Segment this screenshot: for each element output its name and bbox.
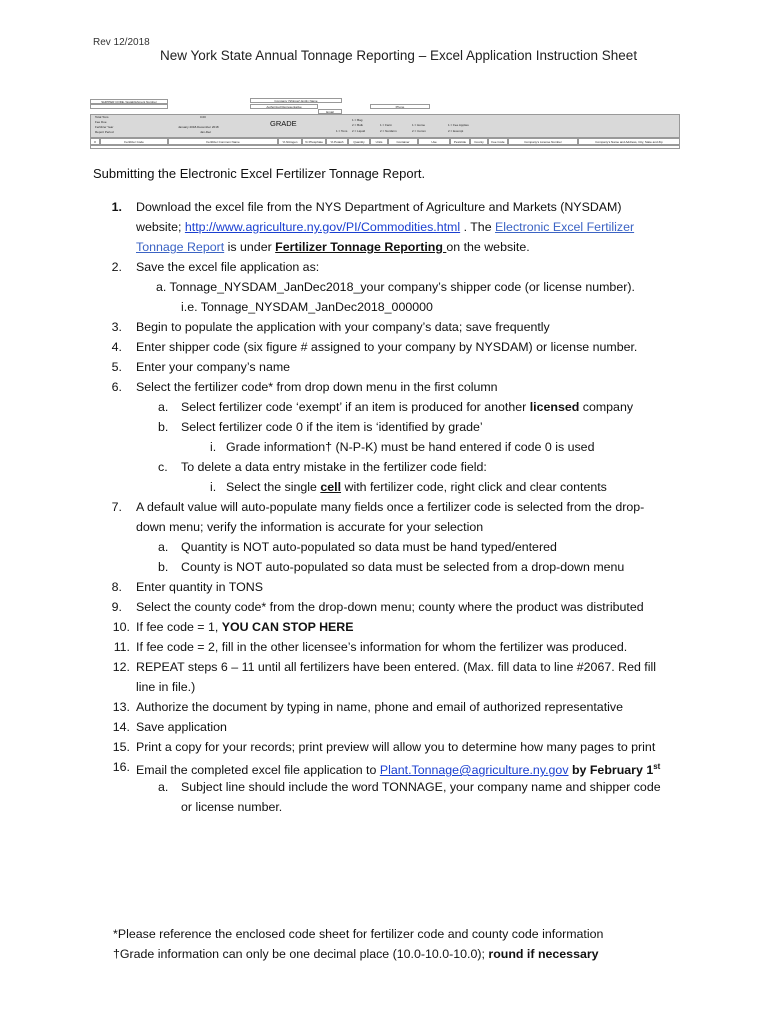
revision-date: Rev 12/2018 bbox=[93, 37, 150, 48]
fertilizer-year-value: January 2018-December 2018 bbox=[178, 125, 219, 129]
licensed-emphasis: licensed bbox=[529, 400, 580, 414]
email-label: Email bbox=[318, 109, 342, 114]
step-14: Save application bbox=[136, 720, 227, 734]
step-8: Enter quantity in TONS bbox=[136, 580, 263, 594]
tonnage-report-link[interactable]: Electronic Excel Fertilizer bbox=[495, 220, 635, 234]
step-number: 3. bbox=[111, 320, 122, 334]
step-6c-i bbox=[226, 479, 607, 495]
column-header: % Nitrogen bbox=[278, 138, 302, 145]
shipper-code-label: SHIPPER CODE / Establishment Number bbox=[90, 99, 168, 104]
code-tons: 1 = Tons bbox=[336, 129, 348, 133]
step-4: Enter shipper code (six figure # assigned to your company by NYSDAM) or license number. bbox=[136, 340, 638, 354]
step-16 bbox=[136, 759, 660, 778]
sub-letter: c. bbox=[158, 460, 168, 474]
empty-row bbox=[90, 145, 680, 149]
step-number: 13. bbox=[112, 700, 130, 714]
step-number: 12. bbox=[112, 660, 130, 674]
deadline-superscript: st bbox=[653, 762, 661, 771]
step-3: Begin to populate the application with your company’s data; save frequently bbox=[136, 320, 550, 334]
step-1-line-3 bbox=[136, 239, 530, 255]
column-header: County bbox=[470, 138, 488, 145]
sub-letter: a. bbox=[158, 400, 169, 414]
report-period-value: Jan-Dec bbox=[200, 130, 212, 134]
footnote-grade-text: †Grade information can only be one decimal place (10.0-10.0-10.0); bbox=[113, 947, 489, 961]
step-number: 14. bbox=[112, 720, 130, 734]
step-number: 10. bbox=[112, 620, 130, 634]
code-nonfarm: 2 = Nonfarm bbox=[380, 129, 397, 133]
step-6b: Select fertilizer code 0 if the item is ‘identified by grade’ bbox=[181, 420, 483, 434]
step-1-text: website; bbox=[136, 220, 185, 234]
total-tons-label: Total Tons bbox=[95, 115, 109, 119]
email-link[interactable]: Plant.Tonnage@agriculture.ny.gov bbox=[379, 763, 569, 778]
page-title: New York State Annual Tonnage Reporting – Excel Application Instruction Sheet bbox=[160, 48, 638, 63]
step-5: Enter your company’s name bbox=[136, 360, 291, 374]
step-number: 15. bbox=[112, 740, 130, 754]
step-number: 7. bbox=[111, 500, 122, 514]
step-2: Save the excel file application as: bbox=[136, 260, 320, 274]
footnote-grade bbox=[113, 946, 599, 962]
code-home: 1 = Home bbox=[412, 123, 426, 127]
step-7a: Quantity is NOT auto-populated so data must be hand typed/entered bbox=[181, 540, 557, 554]
stop-here-emphasis: YOU CAN STOP HERE bbox=[221, 620, 354, 634]
step-6c-i-text: with fertilizer code, right click and clear contents bbox=[341, 480, 607, 494]
column-header: Quantity bbox=[348, 138, 370, 145]
grade-label: GRADE bbox=[270, 119, 297, 128]
step-number: 16. bbox=[112, 760, 130, 774]
step-number: 5. bbox=[111, 360, 122, 374]
step-16-text: Email the completed excel file application to bbox=[136, 763, 380, 778]
step-6b-i: Grade information† (N-P-K) must be hand entered if code 0 is used bbox=[226, 440, 595, 454]
column-header: Fertilizer Common Name bbox=[168, 138, 278, 145]
step-16a-line-1: Subject line should include the word TONNAGE, your company name and shipper code bbox=[181, 780, 661, 794]
fee-due-label: Fee Due bbox=[95, 120, 107, 124]
report-period-label: Report Period bbox=[95, 130, 114, 134]
deadline-emphasis: by February 1 bbox=[568, 763, 654, 778]
step-number: 1. bbox=[111, 200, 122, 214]
step-number: 4. bbox=[111, 340, 122, 354]
round-emphasis: round if necessary bbox=[488, 947, 599, 961]
company-label: Company (Shipper) Entity Name bbox=[250, 98, 342, 103]
column-header: % Phosphate bbox=[302, 138, 326, 145]
column-header: Fertilizer Code bbox=[100, 138, 168, 145]
step-7-line-2: down menu; verify the information is accurate for your selection bbox=[136, 520, 484, 534]
step-7-line-1: A default value will auto-populate many fields once a fertilizer code is selected from the drop- bbox=[136, 500, 645, 514]
step-2a: a. Tonnage_NYSDAM_JanDec2018_your company’s shipper code (or license number). bbox=[156, 280, 635, 294]
step-1-line-2 bbox=[136, 219, 634, 235]
intro-heading: Submitting the Electronic Excel Fertilizer Tonnage Report. bbox=[93, 166, 426, 181]
step-12-line-2: line in file.) bbox=[136, 680, 196, 694]
column-header: % Potash bbox=[326, 138, 348, 145]
step-number: 8. bbox=[111, 580, 122, 594]
cell-emphasis: cell bbox=[320, 480, 342, 494]
step-2a-example: i.e. Tonnage_NYSDAM_JanDec2018_000000 bbox=[181, 300, 433, 314]
step-6a-text: Select fertilizer code ‘exempt’ if an item is produced for another bbox=[181, 400, 530, 414]
step-number: 6. bbox=[111, 380, 122, 394]
step-11: If fee code = 2, fill in the other licensee’s information for whom the fertilizer was produced. bbox=[136, 640, 628, 654]
authorized-label: Authorized Representative bbox=[250, 104, 318, 109]
code-liquid: 2 = Liquid bbox=[352, 129, 366, 133]
code-farm: 1 = Farm bbox=[380, 123, 393, 127]
code-fee-applies: 1 = Fee Applies bbox=[448, 123, 469, 127]
sub-letter: a. bbox=[158, 780, 169, 794]
sub-letter: a. bbox=[158, 540, 169, 554]
shipper-code-value bbox=[90, 104, 168, 109]
commodities-link[interactable]: http://www.agriculture.ny.gov/PI/Commodities.html bbox=[184, 220, 461, 234]
step-10-text: If fee code = 1, bbox=[136, 620, 222, 634]
step-6a bbox=[181, 399, 633, 415]
fertilizer-tonnage-reporting: Fertilizer Tonnage Reporting bbox=[275, 240, 447, 254]
step-6c-i-text: Select the single bbox=[226, 480, 321, 494]
phone-label: Phone bbox=[370, 104, 430, 109]
column-header: Company's Name and Address, City, State and Zip bbox=[578, 138, 680, 145]
step-10 bbox=[136, 619, 354, 635]
code-bulk: 2 = Bulk bbox=[352, 123, 363, 127]
code-exempt: 2 = Exempt bbox=[448, 129, 464, 133]
step-1-line-1: Download the excel file from the NYS Department of Agriculture and Markets (NYSDAM) bbox=[136, 200, 622, 214]
code-bag: 1 = Bag bbox=[352, 118, 363, 122]
step-12-line-1: REPEAT steps 6 – 11 until all fertilizers have been entered. (Max. fill data to line #2067. Red fill bbox=[136, 660, 656, 674]
step-15: Print a copy for your records; print preview will allow you to determine how many pages to print bbox=[136, 740, 656, 754]
column-header: Container bbox=[388, 138, 418, 145]
column-header: # bbox=[90, 138, 100, 145]
column-header: Fee Code bbox=[488, 138, 508, 145]
step-1-text: is under bbox=[224, 240, 276, 254]
step-6: Select the fertilizer code* from drop down menu in the first column bbox=[136, 380, 498, 394]
column-header: Company's License Number bbox=[508, 138, 578, 145]
step-1-text: on the website. bbox=[446, 240, 530, 254]
column-header: Pesticide bbox=[450, 138, 470, 145]
step-1-text: . The bbox=[460, 220, 496, 234]
step-6a-text: company bbox=[579, 400, 634, 414]
step-16a-line-2: or license number. bbox=[181, 800, 283, 814]
step-number: 11. bbox=[113, 640, 130, 654]
step-9: Select the county code* from the drop-down menu; county where the product was distributed bbox=[136, 600, 644, 614]
sub-letter: b. bbox=[158, 420, 169, 434]
fertilizer-year-label: Fertilizer Year bbox=[95, 125, 114, 129]
step-6c: To delete a data entry mistake in the fertilizer code field: bbox=[181, 460, 487, 474]
sub-letter: b. bbox=[158, 560, 169, 574]
step-7b: County is NOT auto-populated so data must be selected from a drop-down menu bbox=[181, 560, 625, 574]
code-comm: 2 = Comm bbox=[412, 129, 426, 133]
spreadsheet-preview bbox=[90, 96, 680, 150]
footnote-codes: *Please reference the enclosed code sheet for fertilizer code and county code information bbox=[113, 927, 604, 941]
step-13: Authorize the document by typing in name, phone and email of authorized representative bbox=[136, 700, 623, 714]
step-number: 2. bbox=[111, 260, 122, 274]
column-header: Use bbox=[418, 138, 450, 145]
tonnage-report-link-cont[interactable]: Tonnage Report bbox=[136, 240, 225, 254]
step-number: 9. bbox=[111, 600, 122, 614]
sub-roman: i. bbox=[210, 440, 217, 454]
column-header: Units bbox=[370, 138, 388, 145]
sub-roman: i. bbox=[210, 480, 217, 494]
fee-due-value: 0.00 bbox=[200, 115, 206, 119]
